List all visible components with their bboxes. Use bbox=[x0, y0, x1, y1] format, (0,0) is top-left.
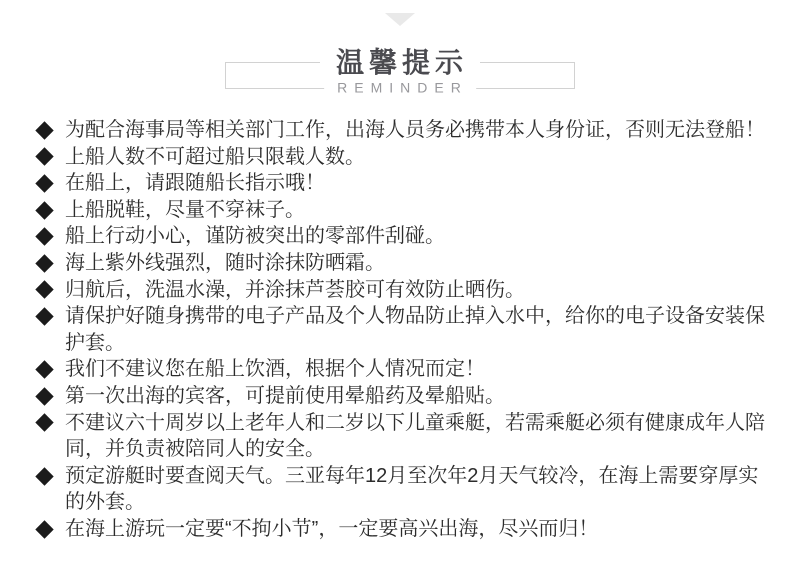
diamond-bullet-icon bbox=[37, 170, 65, 197]
tip-text: 上船人数不可超过船只限载人数。 bbox=[65, 145, 365, 168]
diamond-bullet-icon bbox=[37, 383, 65, 410]
diamond-bullet-icon bbox=[37, 410, 65, 437]
diamond-bullet-icon bbox=[37, 277, 65, 304]
list-item bbox=[37, 356, 776, 383]
list-item bbox=[37, 144, 776, 171]
tips-list bbox=[0, 117, 800, 543]
diamond-bullet-icon bbox=[37, 463, 65, 490]
tip-text: 归航后，洗温水澡，并涂抹芦荟胶可有效防止晒伤。 bbox=[65, 278, 525, 301]
tip-text: 为配合海事局等相关部门工作，出海人员务必携带本人身份证，否则无法登船！ bbox=[65, 119, 765, 141]
diamond-bullet-icon bbox=[37, 144, 65, 171]
chevron-down-icon bbox=[385, 13, 415, 26]
list-item bbox=[37, 516, 776, 543]
tip-text: 我们不建议您在船上饮酒，根据个人情况而定！ bbox=[65, 358, 485, 381]
list-item bbox=[37, 197, 776, 224]
tip-text: 预定游艇时要查阅天气。三亚每年12月至次年2月天气较冷，在海上需要穿厚实的外套。 bbox=[65, 464, 759, 514]
list-item bbox=[37, 117, 776, 144]
tip-text: 请保护好随身携带的电子产品及个人物品防止掉入水中，给你的电子设备安装保护套。 bbox=[65, 305, 765, 354]
diamond-bullet-icon bbox=[37, 117, 65, 144]
tip-text: 在船上，请跟随船长指示哦！ bbox=[65, 172, 325, 195]
tip-text: 船上行动小心，谨防被突出的零部件刮碰。 bbox=[65, 225, 445, 248]
list-item bbox=[37, 410, 776, 463]
diamond-bullet-icon bbox=[37, 356, 65, 383]
list-item bbox=[37, 303, 776, 356]
diamond-bullet-icon bbox=[37, 250, 65, 277]
diamond-bullet-icon bbox=[37, 303, 65, 330]
title-frame bbox=[225, 46, 575, 96]
list-item bbox=[37, 170, 776, 197]
list-item bbox=[37, 250, 776, 277]
diamond-bullet-icon bbox=[37, 197, 65, 224]
tip-text: 上船脱鞋，尽量不穿袜子。 bbox=[65, 198, 305, 221]
tip-text: 海上紫外线强烈，随时涂抹防晒霜。 bbox=[65, 251, 385, 274]
tip-text: 不建议六十周岁以上老年人和二岁以下儿童乘艇，若需乘艇必须有健康成年人陪同，并负责被陪同人的安全。 bbox=[65, 411, 765, 461]
tip-text: 在海上游玩一定要“不拘小节”，一定要高兴出海，尽兴而归！ bbox=[65, 517, 599, 540]
list-item bbox=[37, 223, 776, 250]
list-item bbox=[37, 277, 776, 304]
diamond-bullet-icon bbox=[37, 223, 65, 250]
tip-text: 第一次出海的宾客，可提前使用晕船药及晕船贴。 bbox=[65, 384, 505, 407]
page-subtitle: REMINDER bbox=[324, 80, 476, 97]
diamond-bullet-icon bbox=[37, 516, 65, 543]
list-item bbox=[37, 383, 776, 410]
list-item bbox=[37, 463, 776, 516]
page-title: 温馨提示 bbox=[320, 47, 480, 79]
